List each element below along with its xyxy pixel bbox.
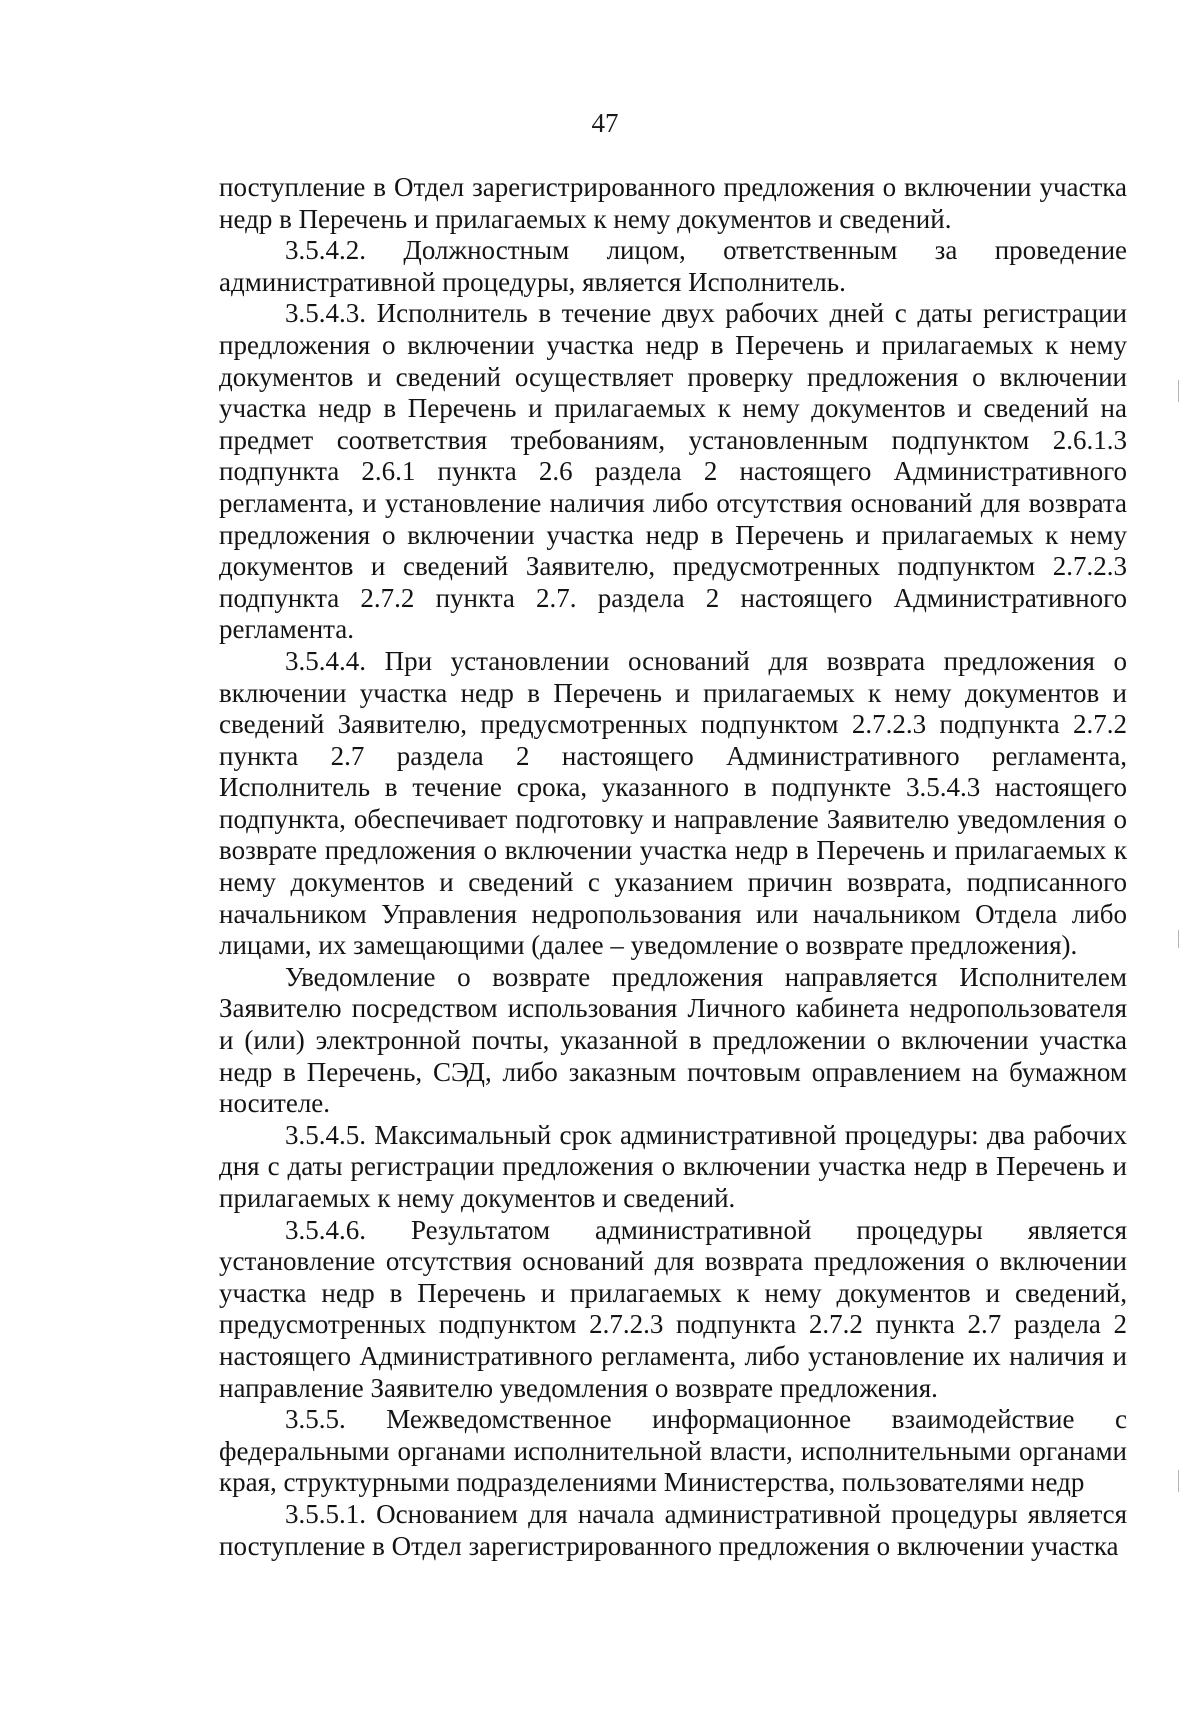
- paragraph-3-5-5-1: 3.5.5.1. Основанием для начала административной процедуры является поступление в Отдел зарегистрированного предложения о включении участка: [219, 1498, 1127, 1561]
- paragraph-3-5-4-3: 3.5.4.3. Исполнитель в течение двух рабочих дней с даты регистрации предложения о включении участка недр в Перечень и прилагаемых к нему документов и сведений осуществляет проверку предложения о включении участка недр в Перечень и прилагаемых к нему документов и сведений на предмет соответствия требованиям, установленным подпунктом 2.6.1.3 подпункта 2.6.1 пункта 2.6 раздела 2 настоящего Административного регламента, и установление наличия либо отсутствия оснований для возврата предложения о включении участка недр в Перечень и прилагаемых к нему документов и сведений Заявителю, предусмотренных подпунктом 2.7.2.3 подпункта 2.7.2 пункта 2.7. раздела 2 настоящего Административного регламента.: [219, 298, 1127, 645]
- paragraph-3-5-4-2: 3.5.4.2. Должностным лицом, ответственным за проведение административной процедуры, является Исполнитель.: [219, 235, 1127, 297]
- scan-artifact-line: [1178, 930, 1179, 948]
- paragraph-continuation: поступление в Отдел зарегистрированного предложения о включении участка недр в Перечень и прилагаемых к нему документов и сведений.: [219, 172, 1127, 234]
- paragraph-3-5-4-4: 3.5.4.4. При установлении оснований для возврата предложения о включении участка недр в Перечень и прилагаемых к нему документов и сведений Заявителю, предусмотренных подпунктом 2.7.2.3 подпункта 2.7.2 пункта 2.7 раздела 2 настоящего Административного регламента, Исполнитель в течение срока, указанного в подпункте 3.5.4.3 настоящего подпункта, обеспечивает подготовку и направление Заявителю уведомления о возврате предложения о включении участка недр в Перечень и прилагаемых к нему документов и сведений с указанием причин возврата, подписанного начальником Управления недропользования или начальником Отдела либо лицами, их замещающими (далее – уведомление о возврате предложения).: [219, 645, 1127, 961]
- page-number: 47: [591, 108, 619, 138]
- paragraph-3-5-4-6: 3.5.4.6. Результатом административной процедуры является установление отсутствия оснований для возврата предложения о включении участка недр в Перечень и прилагаемых к нему документов и сведений, предусмотренных подпунктом 2.7.2.3 подпункта 2.7.2 пункта 2.7 раздела 2 настоящего Административного регламента, либо установление их наличия и направление Заявителю уведомления о возврате предложения.: [219, 1214, 1127, 1403]
- paragraph-notification: Уведомление о возврате предложения направляется Исполнителем Заявителю посредством использования Личного кабинета недропользователя и (или) электронной почты, указанной в предложении о включении участка недр в Перечень, СЭД, либо заказным почтовым оправлением на бумажном носителе.: [219, 961, 1127, 1119]
- paragraph-3-5-5: 3.5.5. Межведомственное информационное взаимодействие с федеральными органами исполнительной власти, исполнительными органами края, структурными подразделениями Министерства, пользователями недр: [219, 1404, 1127, 1498]
- document-body: [219, 172, 1127, 1562]
- scan-artifact-line: [1178, 1470, 1179, 1492]
- scan-artifact-line: [1178, 380, 1179, 402]
- paragraph-3-5-4-5: 3.5.4.5. Максимальный срок административной процедуры: два рабочих дня с даты регистрации предложения о включении участка недр в Перечень и прилагаемых к нему документов и сведений.: [219, 1119, 1127, 1213]
